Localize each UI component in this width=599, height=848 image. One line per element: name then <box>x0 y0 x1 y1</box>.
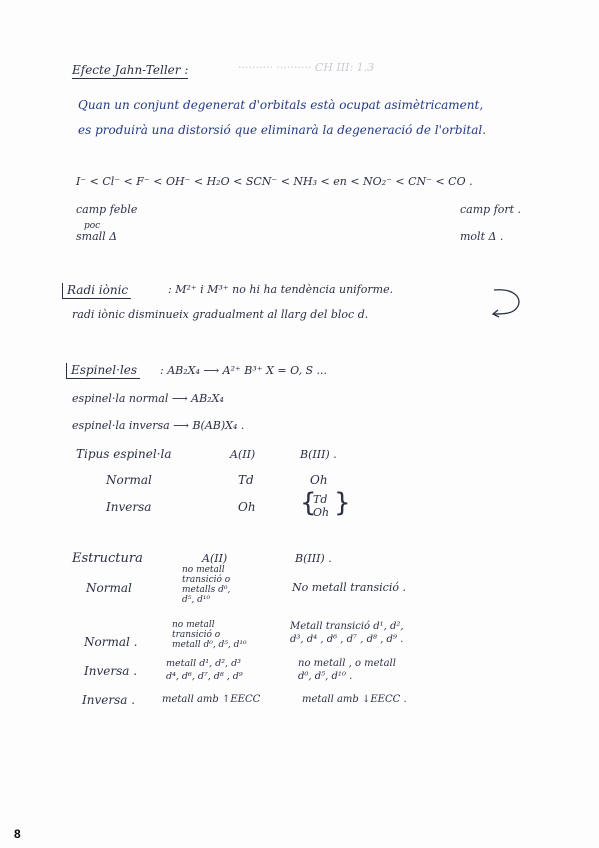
estructura-row-1-a-line: no metall <box>182 565 225 575</box>
estructura-row-3-a-line: d⁴, d⁶, d⁷, d⁸ , d⁹ <box>166 671 243 682</box>
jahn-teller-line-2: es produirà una distorsió que eliminarà la degeneració de l'orbital. <box>78 123 487 137</box>
estructura-row-1-b: No metall transició . <box>292 581 406 594</box>
estructura-row-3-b <box>298 657 396 683</box>
spinel-row-inverse-b1: Td <box>313 493 328 506</box>
small-delta-label: small Δ <box>76 230 118 243</box>
spinel-normal-line: espinel·la normal ⟶ AB₂X₄ <box>72 392 224 405</box>
estructura-row-1-a-line: metalls d⁰, <box>182 585 231 595</box>
poc-note: poc <box>84 221 101 231</box>
left-brace-icon: { <box>300 488 317 518</box>
espineles-title: Espinel·les <box>66 364 140 376</box>
page-number: 8 <box>14 827 21 841</box>
estructura-row-1-a-line: d⁵, d¹⁰ <box>182 595 211 605</box>
radi-ionic-line-1: : M²⁺ i M³⁺ no hi ha tendència uniforme. <box>168 283 394 296</box>
estructura-header: Estructura <box>72 551 143 566</box>
estructura-row-2-a-line: metall d⁰, d⁵, d¹⁰ <box>172 640 247 650</box>
spinel-row-normal-label: Normal <box>106 473 152 487</box>
radi-ionic-title: Radi iònic <box>62 284 131 296</box>
spinel-row-normal-a: Td <box>238 473 254 487</box>
header-bleed-through: ·········· ·········· CH III: 1.3 <box>238 61 375 74</box>
estructura-row-2-a-line: transició o <box>172 630 221 640</box>
spinel-inverse-line: espinel·la inversa ⟶ B(AB)X₄ . <box>72 419 245 432</box>
estructura-row-2-b <box>290 620 404 646</box>
spinel-row-inverse-label: Inversa <box>106 500 152 514</box>
estructura-row-2-b-line: Metall transició d¹, d², <box>290 621 404 632</box>
estructura-row-2-b-line: d³, d⁴ , d⁶ , d⁷ , d⁸ , d⁹ . <box>290 634 404 645</box>
spinel-types-header: Tipus espinel·la <box>76 447 172 461</box>
spinel-row-inverse-a: Oh <box>238 500 256 514</box>
spectrochemical-series: I⁻ < Cl⁻ < F⁻ < OH⁻ < H₂O < SCN⁻ < NH₃ < en < NO₂⁻ < CN⁻ < CO . <box>76 175 473 188</box>
estructura-row-1-a-line: transició o <box>182 575 231 585</box>
spinel-row-inverse-b2: Oh <box>313 506 330 519</box>
estructura-row-3-label: Inversa . <box>84 664 138 678</box>
estructura-row-2-a <box>172 620 247 650</box>
estructura-row-2-label: Normal . <box>84 635 138 649</box>
right-brace-icon: } <box>334 488 351 518</box>
jahn-teller-title: Efecte Jahn-Teller : <box>72 63 189 77</box>
estructura-row-4-a: metall amb ↑EECC <box>162 694 261 705</box>
estructura-row-4-label: Inversa . <box>82 693 136 707</box>
estructura-row-1-a <box>182 565 230 605</box>
radi-ionic-line-2: radi iònic disminueix gradualment al llarg del bloc d. <box>72 308 369 321</box>
estructura-row-1-label: Normal <box>86 581 132 595</box>
estructura-col-b: B(III) . <box>295 552 332 565</box>
spinel-col-a: A(II) <box>230 448 256 461</box>
curved-arrow-icon <box>488 284 524 320</box>
estructura-row-3-b-line: d⁰, d⁵, d¹⁰ . <box>298 671 353 682</box>
strong-field-label: camp fort . <box>460 203 522 216</box>
large-delta-label: molt Δ . <box>460 230 504 243</box>
spinel-col-b: B(III) . <box>300 448 337 461</box>
weak-field-label: camp feble <box>76 203 138 216</box>
estructura-row-4-b: metall amb ↓EECC . <box>302 694 407 705</box>
estructura-row-3-b-line: no metall , o metall <box>298 658 396 669</box>
jahn-teller-line-1: Quan un conjunt degenerat d'orbitals està ocupat asimètricament, <box>78 98 484 112</box>
estructura-row-2-a-line: no metall <box>172 620 215 630</box>
spinel-row-normal-b: Oh <box>310 473 328 487</box>
spinel-formula: : AB₂X₄ ⟶ A²⁺ B³⁺ X = O, S ... <box>160 364 328 377</box>
estructura-row-3-a <box>166 657 243 683</box>
estructura-row-3-a-line: metall d¹, d², d³ <box>166 658 241 669</box>
estructura-col-a: A(II) <box>202 552 228 565</box>
